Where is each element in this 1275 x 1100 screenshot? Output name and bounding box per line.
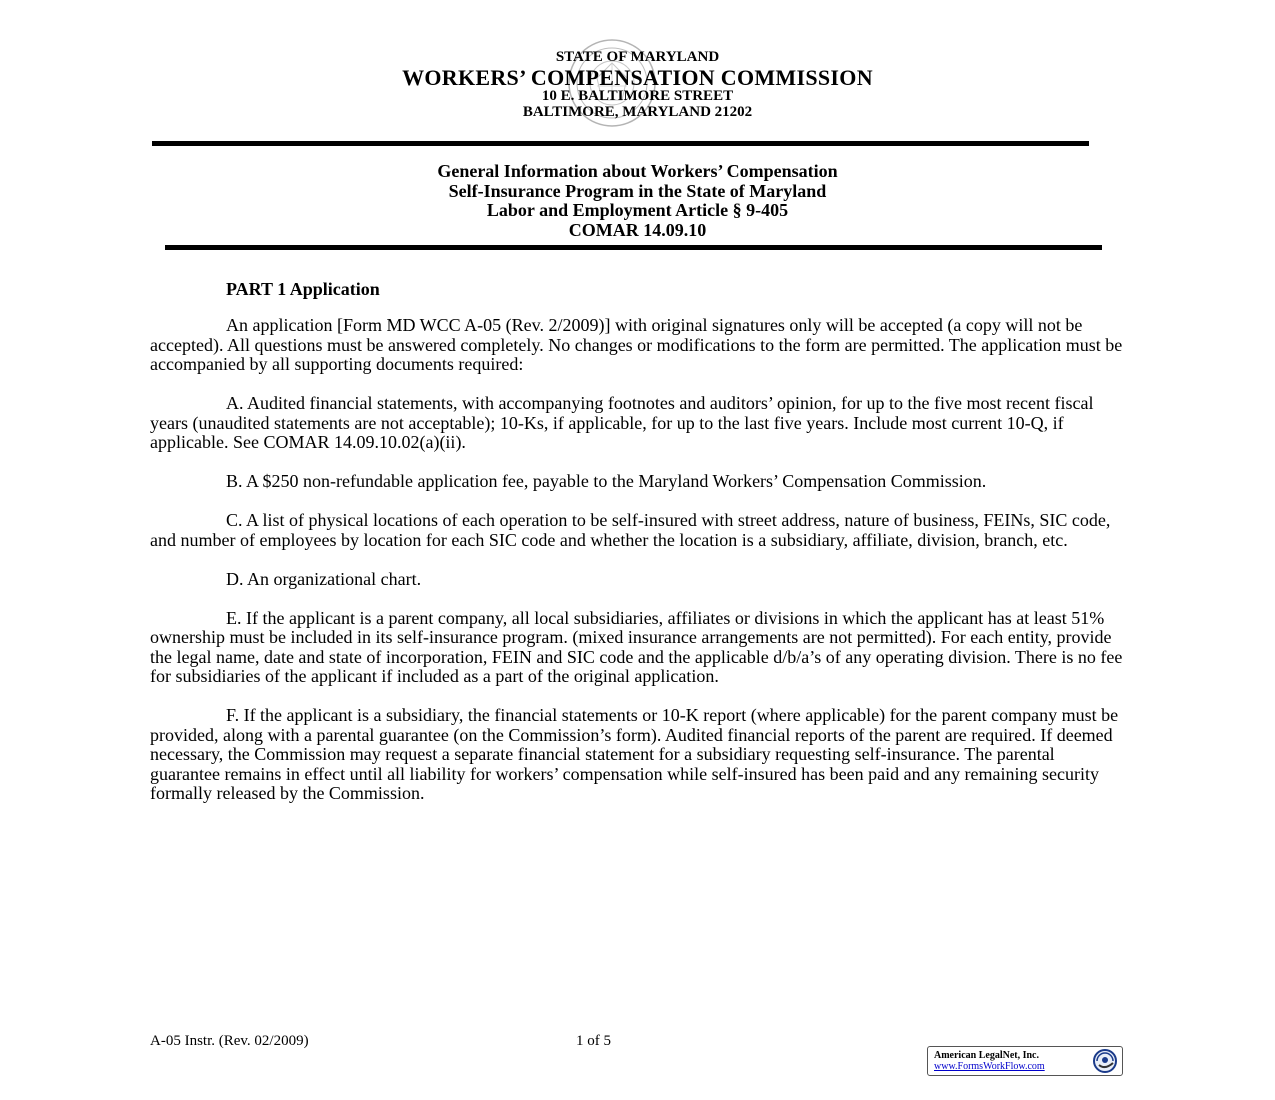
letterhead [0,50,1275,120]
vendor-name: American LegalNet, Inc. [934,1050,1039,1061]
footer-page-number: 1 of 5 [576,1033,611,1049]
subheading-divider [165,245,1102,250]
paragraph-a: A. Audited financial statements, with accompanying footnotes and auditors’ opinion, for up to the five most recent fiscal years (unaudited statements are not acceptable); 10-Ks, if applicable, for up to the last five years. Include most current 10-Q, if applicable. See COMAR 14.09.10.02(a)(ii). [150,393,1094,452]
document-body [150,316,1125,823]
document-subheading [0,162,1275,240]
header-divider [152,141,1089,146]
letterhead-street: 10 E. BALTIMORE STREET [541,87,734,104]
paragraph-d: D. An organizational chart. [226,568,422,589]
vendor-globe-icon [1091,1048,1119,1074]
letterhead-city: BALTIMORE, MARYLAND 21202 [522,103,753,120]
paragraph-f: F. If the applicant is a subsidiary, the financial statements or 10-K report (where applicable) for the parent company must be provided, along with a parental guarantee (on the Commission’s form). Audited financial reports of the parent are required. If deemed necessary, the Commission may request a separate financial statement for a subsidiary requesting self-insurance. The parental guarantee remains in effect until all liability for workers’ compensation while self-insured has been paid and any remaining security formally released by the Commission. [150,705,1119,803]
paragraph-intro: An application [Form MD WCC A-05 (Rev. 2/2009)] with original signatures only will be accepted (a copy will not be accepted). All questions must be answered completely. No changes or modifications to the form are permitted. The application must be accompanied by all supporting documents required: [150,315,1123,374]
paragraph-e: E. If the applicant is a parent company, all local subsidiaries, affiliates or divisions in which the applicant has at least 51% ownership must be included in its self-insurance program. (mixed insurance arrangements are not permitted). For each entity, provide the legal name, date and state of incorporation, FEIN and SIC code and the applicable d/b/a’s of any operating division. There is no fee for subsidiaries of the applicant if included as a part of the original application. [150,607,1123,686]
letterhead-commission: WORKERS’ COMPENSATION COMMISSION [402,64,873,90]
subheading-line-2: Self-Insurance Program in the State of Maryland [448,180,827,201]
paragraph-b: B. A $250 non-refundable application fee, payable to the Maryland Workers’ Compensation Commission. [226,471,987,491]
footer-form-id: A-05 Instr. (Rev. 02/2009) [150,1033,309,1049]
vendor-link[interactable]: www.FormsWorkFlow.com [934,1061,1045,1072]
part-title: PART 1 Application [226,279,380,299]
paragraph-c: C. A list of physical locations of each operation to be self-insured with street address, nature of business, FEINs, SIC code, and number of employees by location for each SIC code and whether the location is a subsidiary, affiliate, division, branch, etc. [150,510,1111,550]
subheading-line-3: Labor and Employment Article § 9-405 [486,200,789,220]
letterhead-state: STATE OF MARYLAND [555,49,720,65]
subheading-line-4: COMAR 14.09.10 [568,219,707,240]
vendor-badge[interactable] [927,1046,1123,1076]
subheading-line-1: General Information about Workers’ Compensation [437,161,838,181]
